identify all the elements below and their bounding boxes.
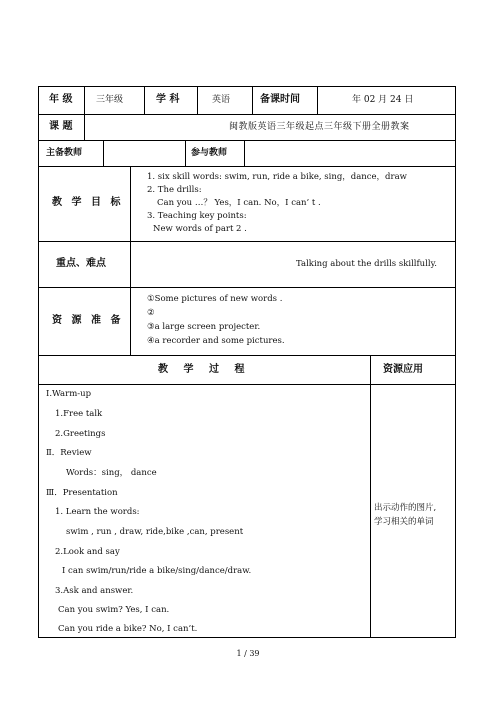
- table-border-left: [38, 86, 39, 638]
- process-line: 2.Look and say: [55, 547, 120, 557]
- process-line: Ⅰ.Warm-up: [46, 389, 92, 399]
- row-divider: [38, 287, 456, 288]
- resource-line: ③a large screen projecter.: [147, 322, 261, 332]
- row-divider: [38, 355, 456, 356]
- process-title: 教 学 过 程: [158, 364, 251, 375]
- col-divider: [144, 86, 145, 114]
- resources-label: 资 源 准 备: [52, 315, 124, 326]
- row-divider: [38, 114, 456, 115]
- table-border-bottom: [38, 637, 456, 638]
- row-divider: [38, 384, 456, 385]
- process-line: Can you swim? Yes, I can.: [58, 605, 170, 615]
- subject-value: 英语: [212, 95, 231, 105]
- col-divider: [370, 355, 371, 637]
- process-line: Ⅱ．Review: [46, 448, 92, 458]
- process-line: Words：sing， dance: [66, 468, 157, 478]
- resource-note: 学习相关的单词: [374, 517, 434, 527]
- row-divider: [38, 166, 456, 167]
- prep-time-value: 年 02 月 24 日: [352, 95, 414, 105]
- objective-line: 1. six skill words: swim, run, ride a bike, sing，dance，draw: [147, 172, 407, 182]
- participant-teacher-label: 参与教师: [191, 148, 228, 158]
- row-divider: [38, 140, 456, 141]
- topic-label: 课 题: [49, 121, 73, 132]
- col-divider: [103, 140, 104, 166]
- process-line: 1.Free talk: [55, 409, 103, 419]
- table-border-right: [455, 86, 456, 638]
- resource-line: ②: [147, 308, 155, 318]
- page-number: 1 / 39: [236, 649, 260, 658]
- key-points-value: Talking about the drills skillfully.: [296, 259, 437, 269]
- process-line: swim , run , draw, ride,bike ,can, present: [66, 527, 244, 537]
- resource-line: ①Some pictures of new words .: [147, 294, 283, 304]
- col-divider: [84, 114, 85, 140]
- table-border-top: [38, 86, 456, 87]
- grade-value: 三年级: [96, 95, 124, 105]
- objective-line: Can you …？ Yes，I can. No，I can’ t .: [157, 198, 321, 208]
- process-line: Can you ride a bike? No, I can’t.: [58, 624, 198, 634]
- process-line: 3.Ask and answer.: [55, 586, 134, 596]
- subject-label: 学 科: [156, 94, 180, 105]
- process-line: Ⅲ．Presentation: [46, 488, 118, 498]
- col-divider: [130, 166, 131, 355]
- col-divider: [84, 86, 85, 114]
- prep-time-label: 备课时间: [260, 94, 300, 105]
- process-line: I can swim/run/ride a bike/sing/dance/draw.: [62, 566, 252, 576]
- col-divider: [244, 140, 245, 166]
- key-points-label: 重点、难点: [56, 258, 106, 269]
- topic-value: 闽教版英语三年级起点三年级下册全册教案: [229, 122, 410, 132]
- grade-label: 年 级: [49, 94, 73, 105]
- col-divider: [185, 140, 186, 166]
- main-teacher-label: 主备教师: [46, 148, 83, 158]
- resource-line: ④a recorder and some pictures.: [147, 336, 285, 346]
- objective-line: 3. Teaching key points:: [147, 211, 247, 221]
- resource-note: 出示动作的图片,: [374, 503, 437, 513]
- objective-line: 2. The drills:: [147, 185, 202, 195]
- col-divider: [317, 86, 318, 114]
- col-divider: [252, 86, 253, 114]
- objectives-label: 教 学 目 标: [52, 197, 124, 208]
- process-line: 2.Greetings: [55, 429, 106, 439]
- resource-usage-title: 资源应用: [383, 364, 423, 375]
- row-divider: [38, 241, 456, 242]
- col-divider: [197, 86, 198, 114]
- objective-line: New words of part 2 .: [153, 224, 247, 234]
- process-line: 1. Learn the words:: [55, 507, 140, 517]
